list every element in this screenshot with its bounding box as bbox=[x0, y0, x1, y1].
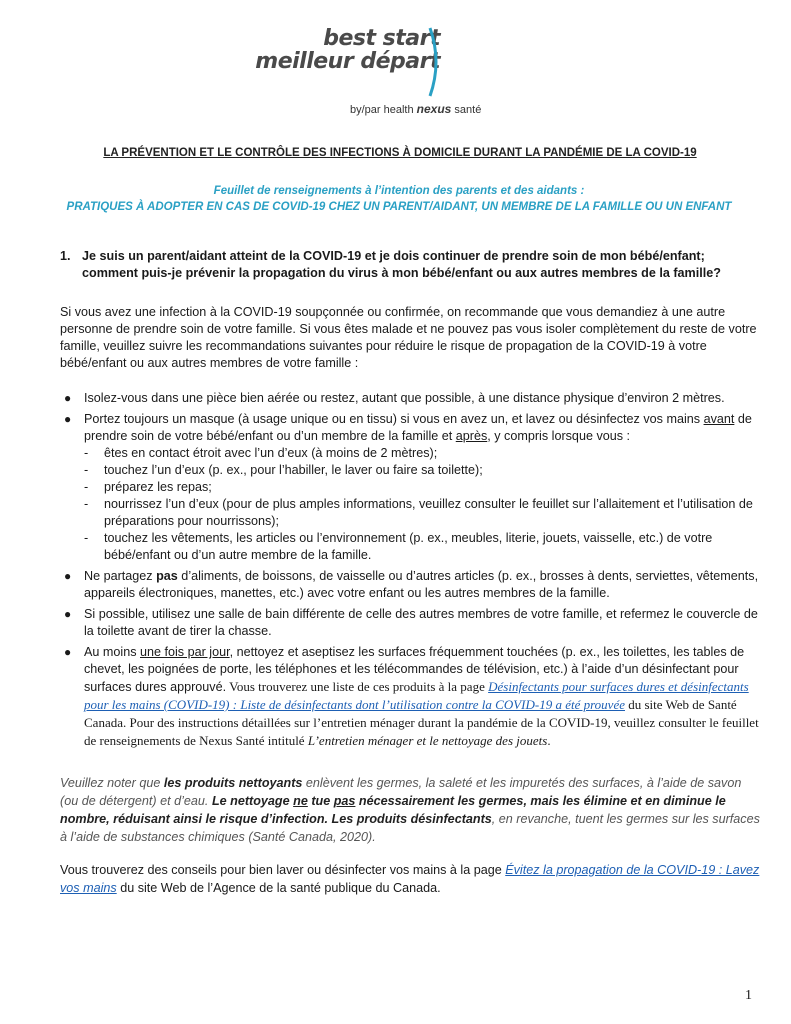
bullet-text-5c: Vous trouverez une liste de ces produits à la page bbox=[226, 679, 489, 694]
bullet-text-2b: de prendre soin de votre bébé/enfant ou d’un membre de la famille et bbox=[84, 412, 752, 443]
document-title: LA PRÉVENTION ET LE CONTRÔLE DES INFECTIONS À DOMICILE DURANT LA PANDÉMIE DE LA COVID-19 bbox=[103, 147, 697, 159]
bullet-icon: ● bbox=[64, 607, 72, 621]
bullet-icon: ● bbox=[64, 412, 72, 426]
dash-icon: - bbox=[84, 497, 89, 511]
logo-line-1: best start bbox=[323, 26, 440, 51]
best-start-logo bbox=[255, 22, 484, 120]
page-number: 1 bbox=[745, 988, 752, 1003]
bullet-text-1: Isolez-vous dans une pièce bien aérée ou restez, autant que possible, à une distance physique d’environ 2 mètres. bbox=[84, 391, 725, 405]
sub-list-item bbox=[84, 496, 760, 530]
note-disinfectants: Les produits désinfectants bbox=[331, 812, 492, 826]
sub-item-text: préparez les repas; bbox=[104, 480, 212, 494]
note-d1: Le nettoyage bbox=[211, 794, 294, 808]
bullet-text-5d: du site Web de Santé Canada. Pour des instructions détaillées sur l’entretien ménager durant la pandémie de la COVID-19, veuillez consulter le feuillet de renseignements de Nexus Santé intitulé bbox=[84, 697, 759, 748]
phac-handwashing-link[interactable]: Évitez la propagation de la COVID-19 : Lavez vos mains bbox=[60, 863, 760, 895]
sub-item-text: nourrissez l’un d’eux (pour de plus amples informations, veuillez consulter le feuillet sur l’allaitement et l’utilisation de préparations pour nourrissons); bbox=[104, 497, 753, 528]
bullet-text-3b: d’aliments, de boissons, de vaisselle ou d’autres articles (p. ex., brosses à dents, serviettes, vêtements, appareils électroniques, manettes, etc.) avec votre enfant ou les autres membres de la famille. bbox=[84, 569, 759, 600]
emphasis-apres: après bbox=[455, 429, 488, 443]
note-a: Veuillez noter que bbox=[60, 776, 164, 790]
bullet-text-5a: Au moins bbox=[84, 645, 140, 659]
dash-icon: - bbox=[84, 463, 89, 477]
sub-list bbox=[84, 445, 760, 564]
note-pas: pas bbox=[333, 794, 356, 808]
logo-byline-suffix: santé bbox=[454, 104, 482, 116]
dash-icon: - bbox=[84, 446, 89, 460]
housekeeping-sheet-title: L’entretien ménager et le nettoyage des jouets bbox=[307, 733, 548, 748]
list-item bbox=[60, 390, 760, 407]
note-cleaning-products: les produits nettoyants bbox=[163, 776, 303, 790]
bullet-text-2c: , y compris lorsque vous : bbox=[487, 429, 631, 443]
dash-icon: - bbox=[84, 531, 89, 545]
logo-byline bbox=[350, 102, 481, 116]
bullet-icon: ● bbox=[64, 645, 72, 659]
bullet-text-4: Si possible, utilisez une salle de bain différente de celle des autres membres de votre famille, et refermez le couvercle de la toilette avant de tirer la chasse. bbox=[84, 607, 758, 638]
list-item bbox=[60, 411, 760, 564]
bullet-icon: ● bbox=[64, 569, 72, 583]
logo-byline-prefix: by/par health bbox=[350, 104, 414, 116]
bullet-text-5f: . bbox=[547, 733, 551, 748]
last-b: du site Web de l’Agence de la santé publique du Canada. bbox=[116, 881, 441, 895]
note-ne: ne bbox=[293, 794, 308, 808]
bullet-icon: ● bbox=[64, 391, 72, 405]
handwashing-paragraph bbox=[60, 861, 760, 897]
bullet-text-2a: Portez toujours un masque (à usage unique ou en tissu) si vous en avez un, et lavez ou désinfectez vos mains bbox=[84, 412, 704, 426]
sub-item-text: touchez les vêtements, les articles ou l’environnement (p. ex., meubles, literie, jouets, vaisselle, etc.) de votre bébé/enfant ou d’un autre membre de la famille. bbox=[104, 531, 713, 562]
emphasis-once-a-day: une fois par jour bbox=[140, 645, 230, 659]
sub-list-item bbox=[84, 462, 760, 479]
health-canada-disinfectants-link[interactable]: Désinfectants pour surfaces dures et désinfectants pour les mains (COVID-19) : Liste de désinfectants dont l’utilisation contre la COVID-19 a été prouvée bbox=[84, 679, 749, 712]
cleaning-note bbox=[60, 774, 760, 846]
last-a: Vous trouverez des conseils pour bien laver ou désinfecter vos mains à la page bbox=[60, 863, 506, 877]
list-item bbox=[60, 606, 760, 640]
subtitle-2: PRATIQUES À ADOPTER EN CAS DE COVID-19 CHEZ UN PARENT/AIDANT, UN MEMBRE DE LA FAMILLE OU UN ENFANT bbox=[66, 201, 732, 213]
note-g: , en revanche, tuent les germes sur les surfaces à l’aide de substances chimiques (Santé Canada, 2020). bbox=[60, 812, 760, 844]
sub-item-text: touchez l’un d’eux (p. ex., pour l’habiller, le laver ou faire sa toilette); bbox=[104, 463, 483, 477]
note-c: enlèvent les germes, la saleté et les impuretés des surfaces, à l’aide de savon (ou de détergent) et d’eau. bbox=[60, 776, 742, 808]
intro-paragraph: Si vous avez une infection à la COVID-19 soupçonnée ou confirmée, on recommande que vous demandiez à une autre personne de prendre soin de votre famille. Si vous êtes malade et ne pouvez pas vous isoler complètement du reste de votre famille, veuillez suivre les recommandations suivantes pour réduire le risque de propagation de la COVID-19 à votre bébé/enfant ou aux autres membres de votre famille : bbox=[60, 305, 757, 370]
list-item bbox=[60, 644, 760, 750]
list-item bbox=[60, 568, 760, 602]
logo-nexus: nexus bbox=[416, 102, 452, 116]
logo-line-2: meilleur départ bbox=[255, 49, 440, 74]
sub-list-item bbox=[84, 530, 760, 564]
emphasis-avant: avant bbox=[703, 412, 735, 426]
subtitle-1: Feuillet de renseignements à l’intention des parents et des aidants : bbox=[213, 185, 585, 197]
bullet-text-5b: , nettoyez et aseptisez les surfaces fréquemment touchées (p. ex., les toilettes, les tables de chevet, les poignées de porte, les téléphones et les télécommandes de télévision, etc.) à l’aide d’un désinfectant pour surfaces dures approuvé. bbox=[84, 645, 745, 694]
question-text: Je suis un parent/aidant atteint de la COVID-19 et je dois continuer de prendre soin de mon bébé/enfant; comment puis-je prévenir la propagation du virus à mon bébé/enfant ou aux autres membres de la famille? bbox=[82, 249, 721, 280]
sub-item-text: êtes en contact étroit avec l’un d’eux (à moins de 2 mètres); bbox=[104, 446, 438, 460]
sub-list-item bbox=[84, 445, 760, 462]
bullet-text-3a: Ne partagez bbox=[84, 569, 157, 583]
note-d2: tue bbox=[307, 794, 334, 808]
sub-list-item bbox=[84, 479, 760, 496]
recommendations-list bbox=[60, 390, 760, 754]
logo-arc-icon bbox=[428, 26, 442, 98]
question-number: 1. bbox=[60, 249, 71, 263]
dash-icon: - bbox=[84, 480, 89, 494]
emphasis-pas: pas bbox=[156, 569, 178, 583]
note-d3: nécessairement les germes, mais les élimine et en diminue le nombre, réduisant ainsi le risque d’infection. bbox=[60, 794, 726, 826]
